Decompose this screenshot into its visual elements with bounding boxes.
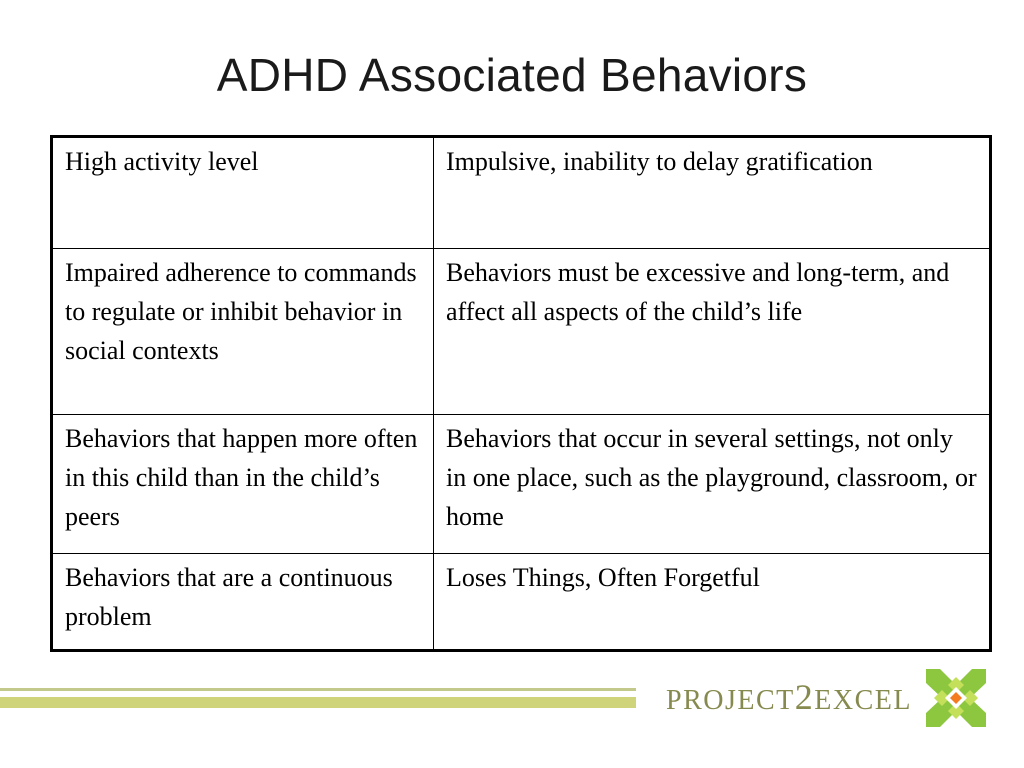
logo-word-project: PROJECT bbox=[666, 685, 795, 716]
table-cell: Behaviors that happen more often in this child than in the child’s peers bbox=[52, 415, 434, 554]
footer-rule-thick bbox=[0, 697, 636, 708]
footer-rule-thin bbox=[0, 688, 636, 691]
x-cross-logo-icon bbox=[924, 667, 988, 729]
logo-word-excel: EXCEL bbox=[814, 685, 912, 716]
table-row bbox=[52, 249, 991, 415]
table-row bbox=[52, 554, 991, 651]
table-cell: Behaviors must be excessive and long-term, and affect all aspects of the child’s life bbox=[434, 249, 991, 415]
table-row bbox=[52, 137, 991, 249]
table-cell: Behaviors that are a continuous problem bbox=[52, 554, 434, 651]
table-cell: High activity level bbox=[52, 137, 434, 249]
behaviors-table bbox=[50, 135, 992, 652]
table-cell: Impaired adherence to commands to regulate or inhibit behavior in social contexts bbox=[52, 249, 434, 415]
table-cell: Impulsive, inability to delay gratification bbox=[434, 137, 991, 249]
logo-number: 2 bbox=[794, 677, 815, 717]
slide-title: ADHD Associated Behaviors bbox=[216, 49, 808, 101]
table-cell: Behaviors that occur in several settings, not only in one place, such as the playground, classroom, or home bbox=[434, 415, 991, 554]
table-row bbox=[52, 415, 991, 554]
table-cell: Loses Things, Often Forgetful bbox=[434, 554, 991, 651]
project2excel-wordmark bbox=[666, 676, 912, 718]
